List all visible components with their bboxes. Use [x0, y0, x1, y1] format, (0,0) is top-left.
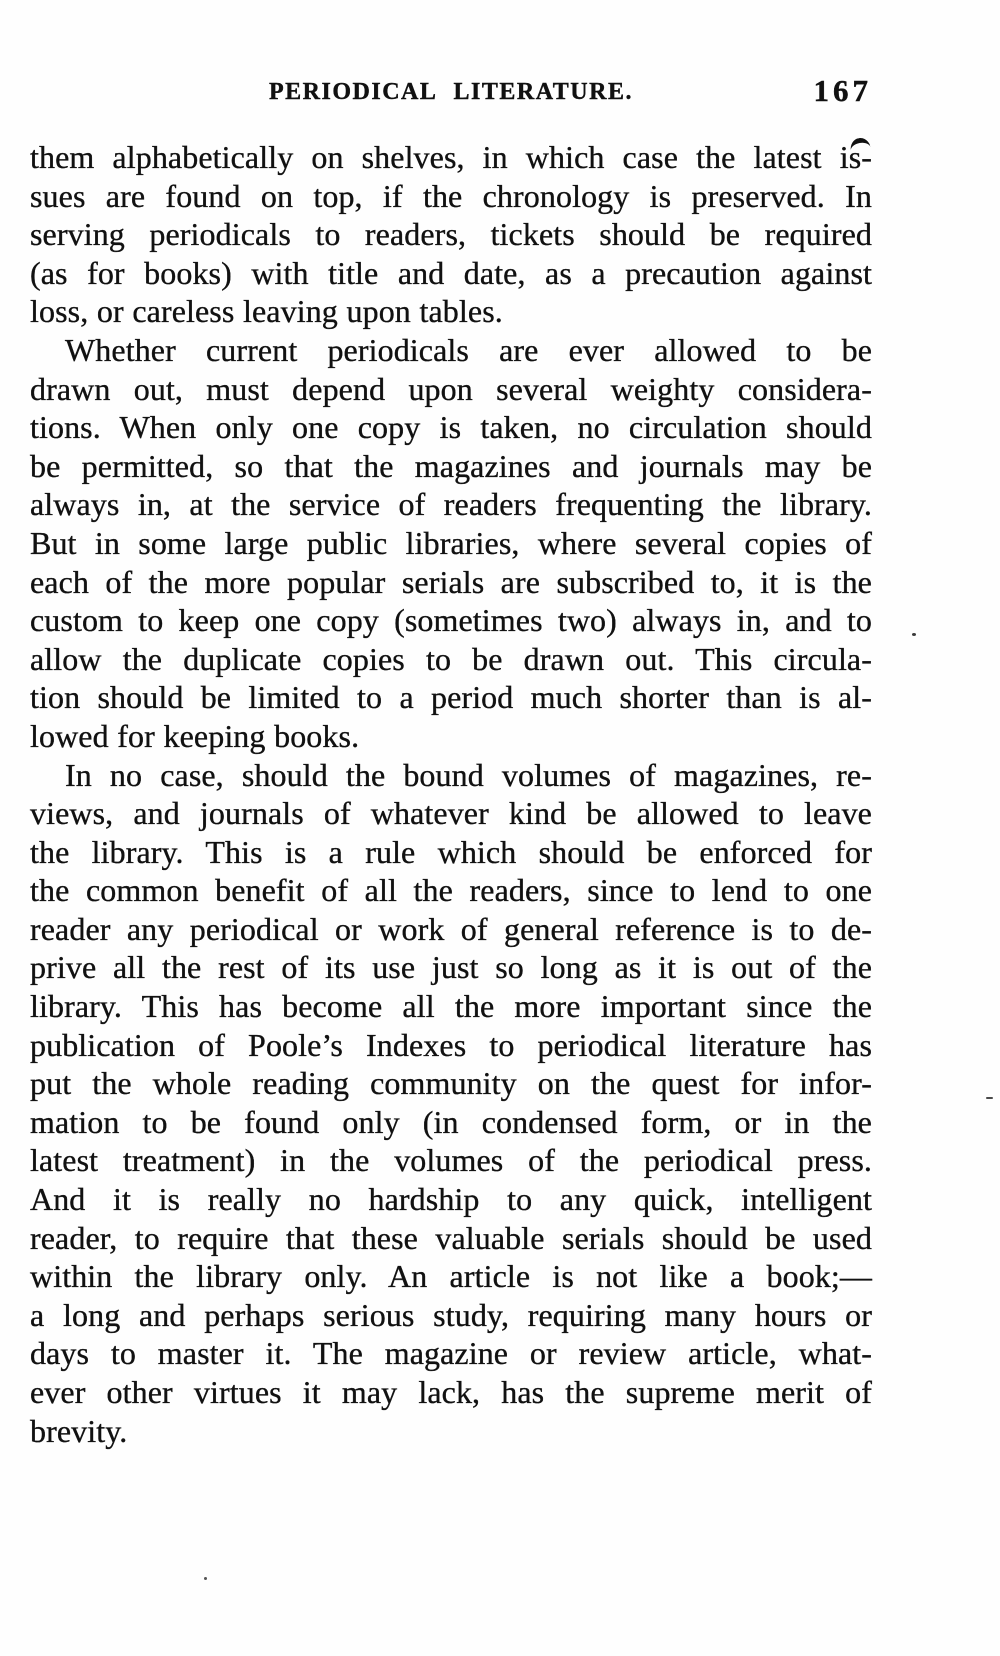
text-line: put the whole reading community on the quest for infor-: [30, 1065, 872, 1102]
text-line: be permitted, so that the magazines and journals may be: [30, 447, 872, 484]
text-line: Whether current periodicals are ever allowed to be: [65, 331, 872, 368]
text-line: always in, at the service of readers frequenting the library.: [30, 486, 872, 523]
text-line: drawn out, must depend upon several weighty considera-: [30, 370, 872, 407]
page-number: 167: [813, 73, 872, 108]
page-header: [30, 73, 872, 115]
text-line: allow the duplicate copies to be drawn out. This circula-: [30, 640, 872, 677]
text-line: mation to be found only (in condensed form, or in the: [30, 1103, 872, 1140]
text-line: a long and perhaps serious study, requiring many hours or: [30, 1296, 872, 1333]
text-line: latest treatment) in the volumes of the periodical press.: [30, 1142, 872, 1179]
text-line: brevity.: [30, 1412, 128, 1449]
text-line: prive all the rest of its use just so long as it is out of the: [30, 949, 872, 986]
text-line: library. This has become all the more important since the: [30, 988, 872, 1025]
text-line: days to master it. The magazine or review article, what-: [30, 1335, 872, 1372]
text-line: serving periodicals to readers, tickets should be required: [30, 216, 872, 253]
text-line: (as for books) with title and date, as a precaution against: [30, 254, 872, 291]
paragraph: [30, 756, 872, 1451]
running-title: PERIODICAL LITERATURE.: [269, 79, 633, 105]
paragraph: [30, 138, 872, 331]
text-line: publication of Poole’s Indexes to periodical literature has: [30, 1026, 872, 1063]
text-line: reader any periodical or work of general reference is to de-: [30, 910, 872, 947]
text-line: And it is really no hardship to any quick, intelligent: [30, 1181, 872, 1218]
text-line: views, and journals of whatever kind be allowed to leave: [30, 795, 872, 832]
text-line: reader, to require that these valuable serials should be used: [30, 1219, 872, 1256]
text-line: tions. When only one copy is taken, no circulation should: [30, 409, 872, 446]
text-line: In no case, should the bound volumes of magazines, re-: [65, 756, 872, 793]
text-line: the common benefit of all the readers, since to lend to one: [30, 872, 872, 909]
page-body: [30, 138, 872, 1450]
text-line: sues are found on top, if the chronology is preserved. In: [30, 177, 872, 214]
paragraph: [30, 331, 872, 756]
text-line: within the library only. An article is not like a book;—: [30, 1258, 872, 1295]
scan-artifact-speck: [986, 1097, 993, 1099]
text-line: the library. This is a rule which should be enforced for: [30, 833, 872, 870]
text-line: custom to keep one copy (sometimes two) always in, and to: [30, 602, 872, 639]
scan-artifact-speck: [912, 633, 916, 636]
scan-artifact-speck: [204, 1577, 207, 1580]
text-line: ever other virtues it may lack, has the supreme merit of: [30, 1374, 872, 1410]
text-line: lowed for keeping books.: [30, 717, 360, 754]
text-line: them alphabetically on shelves, in which case the latest is-: [30, 139, 872, 175]
text-line: loss, or careless leaving upon tables.: [30, 293, 503, 330]
text-line: But in some large public libraries, where several copies of: [30, 524, 872, 561]
text-line: tion should be limited to a period much shorter than is al-: [30, 679, 872, 716]
text-line: each of the more popular serials are subscribed to, it is the: [30, 563, 872, 600]
